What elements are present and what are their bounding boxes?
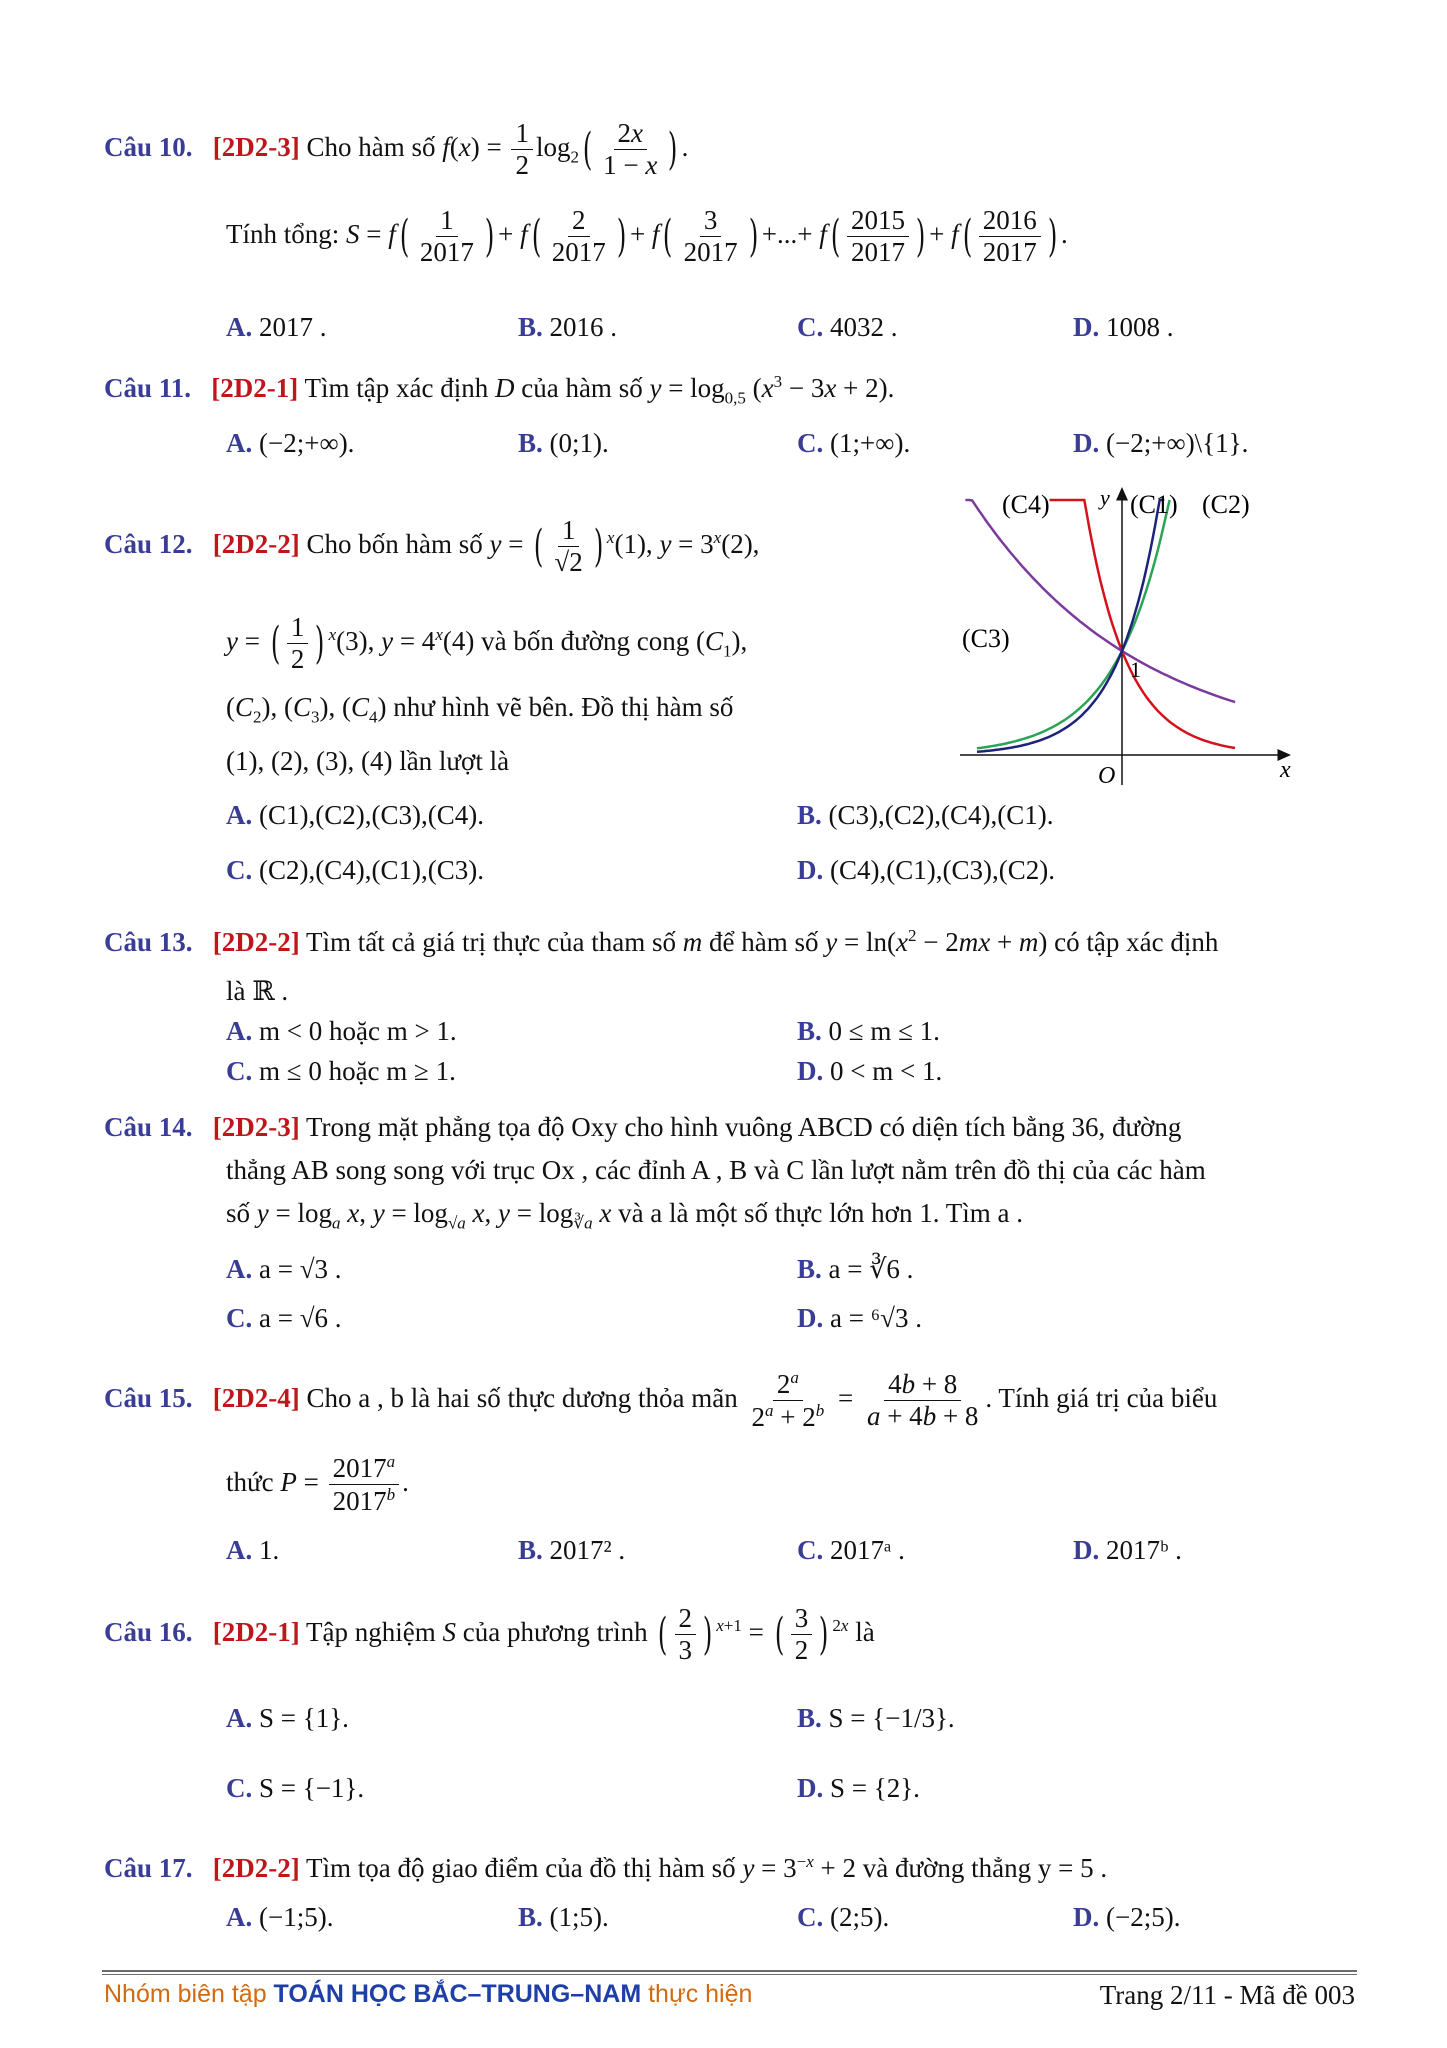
question-tag: [2D2-2] [212, 927, 300, 957]
q11-opt-d[interactable]: D. (−2;+∞)\{1}. [1073, 428, 1249, 458]
question-text: . Tính giá trị của biểu [985, 1382, 1218, 1413]
q17-opt-c[interactable]: C. (2;5). [797, 1902, 890, 1932]
q13-opt-d[interactable]: D. 0 < m < 1. [797, 1056, 943, 1086]
q11-opt-c[interactable]: C. (1;+∞). [797, 428, 911, 458]
q15-stem [104, 1368, 1217, 1433]
sum-label: Tính tổng: [226, 218, 340, 249]
q15-opt-a[interactable]: A. 1. [226, 1535, 280, 1565]
formula: f(x) = $\frac{1}{2}$ $\log_2$( $\frac{2x}{1 - x}$ ) . [442, 118, 689, 181]
q13-stem: Câu 13. [2D2-2] Tìm tất cả giá trị thực của tham số m để hàm số $y = \ln(x^2 - 2mx + m)$ có tập xác định [104, 926, 1219, 957]
formula: $y = 3^{-x} + 2$ [742, 1852, 857, 1883]
q12-opt-a[interactable]: A. (C1),(C2),(C3),(C4). [226, 800, 484, 830]
formula: $y = \log_{0,5} (x^3 - 3x + 2)$. [649, 372, 895, 408]
q13-opt-b[interactable]: B. 0 ≤ m ≤ 1. [797, 1016, 940, 1046]
q14-line2: thẳng AB song song với trục Ox , các đỉnh A , B và C lần lượt nằm trên đồ thị của các hàm [226, 1155, 1206, 1185]
formula: y = ( $\frac{1}{2}$ ) $^x$(3), $y = 4^x(4)$ [226, 612, 475, 675]
q14-line3: số $y = \log_a x$, $y = \log_{√a} x$, $y = \log_{∛a} x$ và a là một số thực lớn hơn 1. Tìm a . [226, 1198, 1023, 1233]
question-tag: [2D2-2] [212, 528, 300, 559]
q16-opt-a[interactable]: A. S = {1}. [226, 1703, 349, 1733]
question-tag: [2D2-3] [212, 1112, 300, 1142]
footer-credit: Nhóm biên tập TOÁN HỌC BẮC–TRUNG–NAM thực hiện [104, 1980, 753, 2008]
question-text: và đường thẳng [862, 1853, 1032, 1883]
q11-stem [104, 372, 894, 408]
q12-line4: (1), (2), (3), (4) lần lượt là [226, 746, 510, 776]
formula: P = $\frac{2017^a}{2017^b}$ . [280, 1452, 409, 1517]
label-c2: (C2) [1202, 490, 1250, 519]
question-number: Câu 15. [104, 1382, 193, 1413]
label-origin: O [1098, 763, 1116, 789]
q14-stem [104, 1112, 1181, 1143]
question-tag: [2D2-1] [211, 373, 299, 403]
q10-stem [104, 118, 688, 181]
q15-opt-d[interactable]: D. 2017ᵇ . [1073, 1535, 1182, 1565]
q15-opt-b[interactable]: B. 2017² . [518, 1535, 626, 1565]
question-number: Câu 16. [104, 1616, 193, 1647]
q12-stem [104, 515, 759, 578]
curve-c3 [965, 500, 1235, 702]
label-c1: (C1) [1130, 490, 1178, 519]
question-text: để hàm số [709, 927, 819, 957]
question-text: lần lượt là [399, 746, 510, 776]
q13-opt-a[interactable]: A. m < 0 hoặc m > 1. [226, 1016, 457, 1046]
question-text: Trong mặt phẳng tọa độ Oxy cho hình vuông ABCD có diện tích bằng 36, đường [306, 1112, 1182, 1142]
q16-opt-b[interactable]: B. S = {−1/3}. [797, 1703, 955, 1733]
q10-opt-b[interactable]: B. 2016 . [518, 312, 618, 342]
q14-opt-d[interactable]: D. a = ⁶√3 . [797, 1303, 922, 1333]
question-text: Cho a , b là hai số thực dương thỏa mãn [306, 1382, 738, 1413]
q11-opt-a[interactable]: A. (−2;+∞). [226, 428, 355, 458]
q14-opt-c[interactable]: C. a = √6 . [226, 1303, 342, 1333]
q16-opt-c[interactable]: C. S = {−1}. [226, 1773, 365, 1803]
formula: $\frac{2^a}{2^a + 2^b}$ = $\frac{4b + 8}{a + 4b + 8}$ [751, 1368, 979, 1433]
q10-sum [226, 205, 1068, 268]
q12-graph [950, 485, 1300, 795]
question-tag: [2D2-4] [212, 1382, 300, 1413]
q12-line3: $(C_2)$, $(C_3)$, $(C_4)$ như hình vẽ bên. Đồ thị hàm số [226, 692, 734, 727]
q17-opt-b[interactable]: B. (1;5). [518, 1902, 609, 1932]
question-text: Tìm tọa độ giao điểm của đồ thị hàm số [306, 1853, 736, 1883]
question-number: Câu 12. [104, 528, 193, 559]
q13-line2: là ℝ . [226, 976, 289, 1006]
question-text: của hàm số [521, 373, 643, 403]
question-text: Tập nghiệm [306, 1616, 436, 1647]
q17-opt-d[interactable]: D. (−2;5). [1073, 1902, 1181, 1932]
question-text: và a là một số thực lớn hơn 1. Tìm a . [618, 1198, 1023, 1228]
q14-opt-b[interactable]: B. a = ∛6 . [797, 1254, 914, 1284]
question-text: thức [226, 1466, 274, 1497]
footer-rule-thin [102, 1974, 1357, 1975]
question-number: Câu 10. [104, 131, 193, 162]
q15-opt-c[interactable]: C. 2017ᵃ . [797, 1535, 905, 1565]
question-text: Tìm tất cả giá trị thực của tham số [306, 927, 677, 957]
question-text: Cho hàm số [306, 131, 436, 162]
q16-stem [104, 1603, 875, 1666]
q15-line2 [226, 1452, 409, 1517]
sum-formula: S = f( $\frac{1}{2017}$ ) + f( $\frac{2}{2017}$ ) + f( $\frac{3}{2017}$ ) +...+ f( $\frac{2015}{2017}$ ) + f( $\frac{2016}{2017}$ ) . [346, 205, 1068, 268]
question-tag: [2D2-3] [212, 131, 300, 162]
variable: S [442, 1616, 456, 1647]
q11-opt-b[interactable]: B. (0;1). [518, 428, 609, 458]
question-tag: [2D2-1] [212, 1616, 300, 1647]
q14-opt-a[interactable]: A. a = √3 . [226, 1254, 342, 1284]
question-tag: [2D2-2] [212, 1853, 300, 1883]
q10-opt-c[interactable]: C. 4032 . [797, 312, 898, 342]
question-text: và bốn đường cong [481, 625, 690, 656]
q10-opt-d[interactable]: D. 1008 . [1073, 312, 1174, 342]
q17-stem [104, 1852, 1107, 1884]
label-c4: (C4) [1002, 490, 1050, 519]
variable: D [494, 373, 515, 403]
q12-opt-c[interactable]: C. (C2),(C4),(C1),(C3). [226, 855, 484, 885]
question-text: như hình vẽ bên. Đồ thị hàm số [393, 692, 734, 722]
question-text: của phương trình [462, 1616, 648, 1647]
q12-opt-b[interactable]: B. (C3),(C2),(C4),(C1). [797, 800, 1054, 830]
label-c3: (C3) [962, 624, 1010, 653]
formula: y = ( $\frac{1}{√2}$ ) $^x$(1), $y = 3^x(2)$, [489, 515, 760, 578]
label-y: y [1100, 485, 1110, 510]
question-number: Câu 17. [104, 1853, 193, 1883]
question-number: Câu 13. [104, 927, 193, 957]
formula: ( $\frac{2}{3}$ ) $^{x+1}$ = ( $\frac{3}{2}$ ) $^{2x}$ [658, 1603, 849, 1666]
q12-line2: y = ( $\frac{1}{2}$ ) $^x$(3), $y = 4^x(4)$ và bốn đường cong $(C_1)$, [226, 612, 748, 675]
question-number: Câu 11. [104, 373, 192, 403]
q13-opt-c[interactable]: C. m ≤ 0 hoặc m ≥ 1. [226, 1056, 456, 1086]
question-text: là [855, 1616, 875, 1647]
formula: y = 5 . [1037, 1853, 1108, 1883]
question-text: Tìm tập xác định [304, 373, 489, 403]
question-text: Cho bốn hàm số [306, 528, 483, 559]
q17-opt-a[interactable]: A. (−1;5). [226, 1902, 334, 1932]
q16-opt-d[interactable]: D. S = {2}. [797, 1773, 920, 1803]
q10-opt-a[interactable]: A. 2017 . [226, 312, 327, 342]
label-one: 1 [1130, 657, 1141, 682]
label-x: x [1280, 757, 1291, 783]
question-text: có tập xác định [1054, 927, 1219, 957]
question-number: Câu 14. [104, 1112, 193, 1142]
q12-opt-d[interactable]: D. (C4),(C1),(C3),(C2). [797, 855, 1055, 885]
footer-rule [102, 1970, 1357, 1972]
formula: $y = \ln(x^2 - 2mx + m)$ [825, 926, 1048, 957]
page-number: Trang 2/11 - Mã đề 003 [1099, 1980, 1355, 2010]
